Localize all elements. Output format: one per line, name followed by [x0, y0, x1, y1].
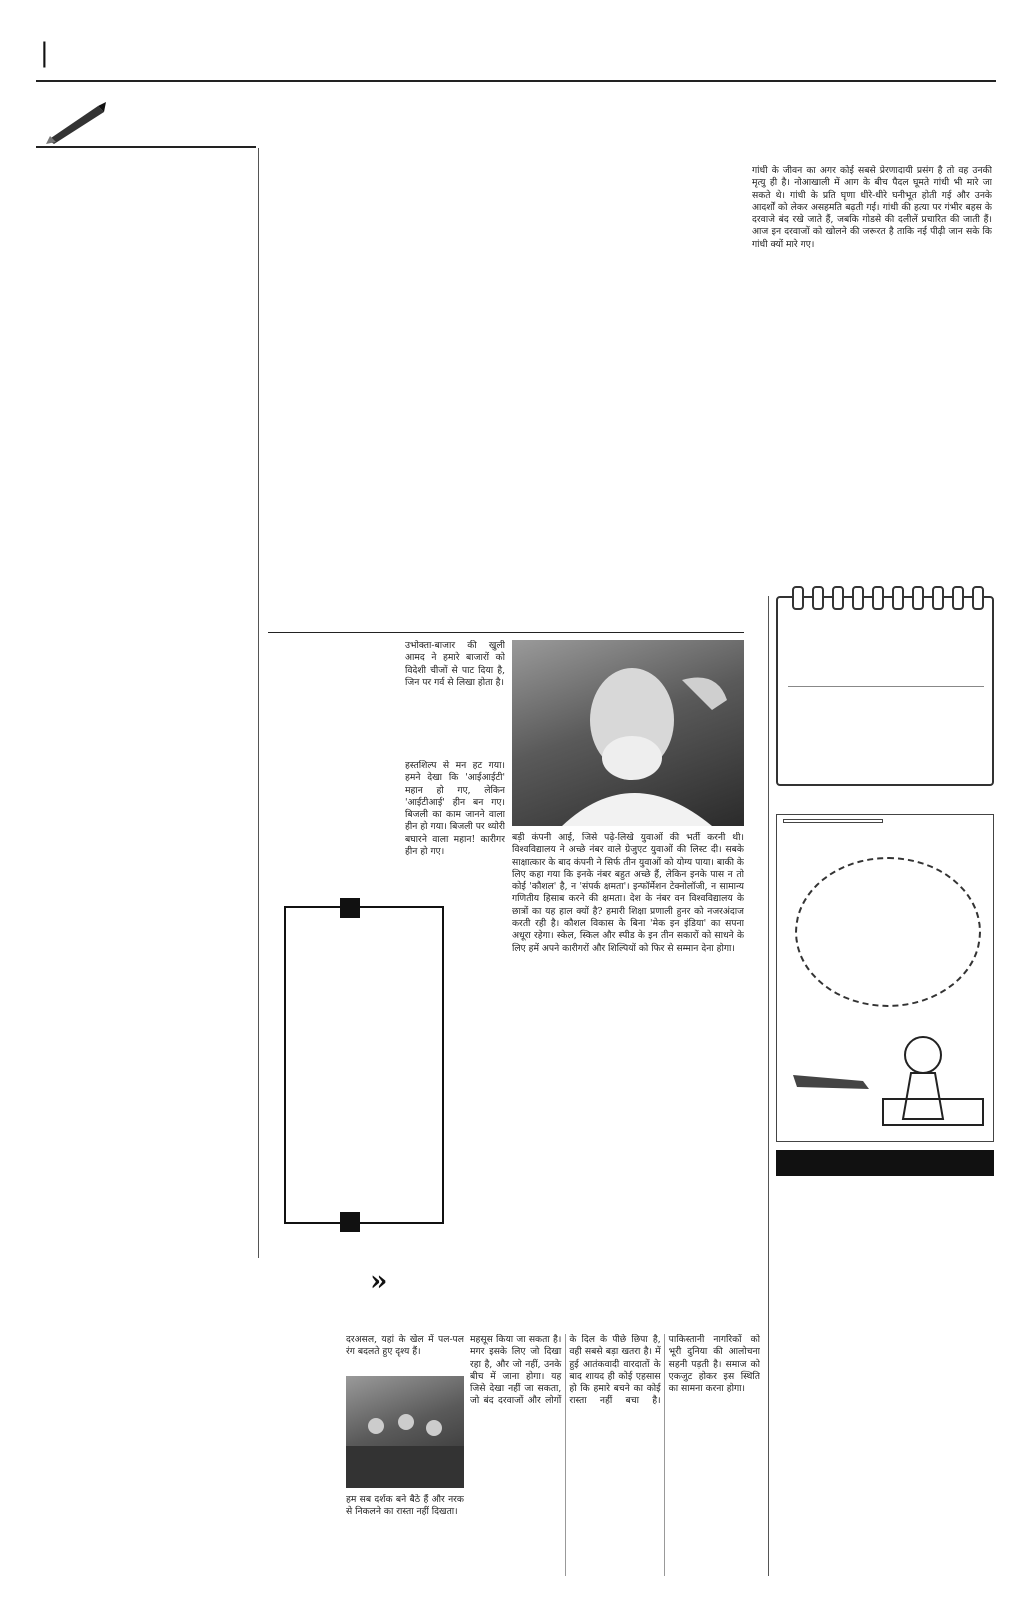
bottom-body-continued: महसूस किया जा सकता है। मगर इसके लिए जो दिखा रहा है, और जो नहीं, उनके बीच में जाना होगा। यह जिसे देखा नहीं जा सकता, जो बंद दरवाजों और लोगों के दिल के पीछे छिपा है, वही सबसे बड़ा खतरा है। में हुई आतंकवादी वारदातों के बाद शायद ही कोई एहसास हो कि हमारे बचने का कोई रास्ता नहीं बचा है। पाकिस्तानी नागरिकों को भूरी दुनिया की आलोचना सहनी पड़ती है। समाज को एकजुट होकर इस स्थिति का सामना करना होगा। — [470, 1334, 760, 1407]
editorial2-body — [40, 680, 250, 1250]
pullquote — [284, 906, 444, 1224]
quote-divider — [788, 686, 984, 687]
pullquote-mark — [340, 1212, 360, 1232]
speech-bubble — [795, 857, 981, 1007]
column-divider — [768, 596, 769, 1576]
side-article-title — [776, 1150, 994, 1176]
masthead-rule — [36, 80, 996, 82]
modi-body-col2: उभोक्ता-बाजार की खुली आमद ने हमारे बाजारों को विदेशी चीजों से पाट दिया है, जिन पर गर्व से लिखा होता है। — [405, 640, 505, 688]
bottom-body-col4: दरअसल, यहां के खेल में पल-पल रंग बदलते हुए दृश्य हैं। — [346, 1334, 464, 1358]
bottom-body — [40, 1334, 340, 1576]
cartoon-header — [783, 819, 883, 823]
editorial-rule — [36, 146, 256, 148]
column-divider — [258, 148, 259, 1258]
modi-body-col3: बड़ी कंपनी आई, जिसे पढ़े-लिखे युवाओं की भर्ती करनी थी। विश्वविद्यालय ने अच्छे नंबर वाले ग्रेजुएट युवाओं की लिस्ट दी। सबके साक्षात्कार के बाद कंपनी ने सिर्फ तीन युवाओं को योग्य पाया। बाकी के लिए कहा गया कि इनके नंबर बहुत अच्छे हैं, लेकिन इनके पास न तो कोई 'कौशल' है, न 'संपर्क क्षमता'। इन्फॉर्मेशन टेक्नोलॉजी, न सामान्य गणितीय हिसाब करने की क्षमता। देश के नंबर वन विश्वविद्यालय के छात्रों का यह हाल क्यों है? हमारी शिक्षा प्रणाली हुनर को नजरअंदाज करती रही है। कौशल विकास के बिना 'मेक इन इंडिया' का सपना अधूरा रहेगा। स्केल, स्किल और स्पीड के इन तीन सकारों को साधने के लिए हमें अपने कारीगरों और शिल्पियों को फिर से सम्मान देना होगा। — [512, 832, 744, 954]
lead-body — [268, 165, 744, 585]
bottom-photo — [346, 1376, 464, 1488]
modi-photo — [512, 640, 744, 826]
lead-body-continued: गांधी के जीवन का अगर कोई सबसे प्रेरणादायी प्रसंग है तो वह उनकी मृत्यु ही है। नोआखाली में आग के बीच पैदल घूमते गांधी भी मारे जा सकते थे। गांधी के प्रति घृणा धीरे-धीरे घनीभूत होती गई और उनके आदर्शों को लेकर असहमति बढ़ती गई। गांधी की हत्या पर गंभीर बहस के दरवाजे बंद रखे जाते हैं, जबकि गोडसे की दलीलें प्रचारित की जाती हैं। आज इन दरवाजों को खोलने की जरूरत है ताकि नई पीढ़ी जान सके कि गांधी क्यों मारे गए। — [752, 165, 992, 250]
side-article-body — [776, 1182, 994, 1574]
bottom-body-col4b: हम सब दर्शक बने बैठे हैं और नरक से निकलने का रास्ता नहीं दिखता। — [346, 1494, 464, 1518]
bottom-arrow-icon: » — [370, 1264, 388, 1297]
modi-rule — [268, 632, 744, 633]
pullquote-mark — [340, 898, 360, 918]
editorial-body — [40, 240, 250, 640]
pen-icon — [42, 98, 110, 148]
modi-body-col2b: हस्तशिल्प से मन हट गया। हमने देखा कि 'आईआईटी' महान हो गए, लेकिन 'आईटीआई' हीन बन गए। बिजली का काम जानने वाला हीन हो गया। बिजली पर थ्योरी बघारने वाला महान! कारीगर हीन हो गए। — [405, 760, 505, 858]
paper-name: | — [40, 38, 49, 68]
quote-box — [776, 596, 994, 786]
cartoon-drawing — [783, 1015, 989, 1133]
cartoon — [776, 814, 994, 1142]
